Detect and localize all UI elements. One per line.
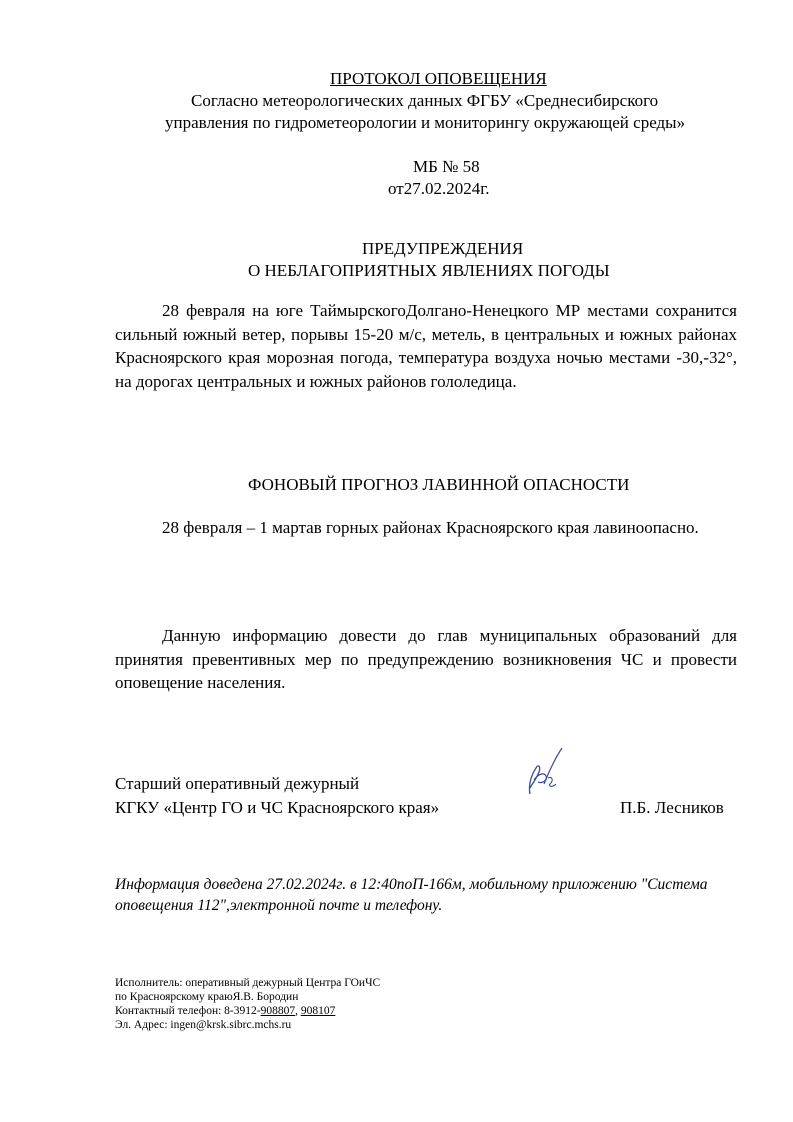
signoff-name: П.Б. Лесников bbox=[620, 798, 724, 817]
avalanche-text: 28 февраля – 1 мартав горных районах Красноярского края лавиноопасно. bbox=[162, 518, 699, 537]
phone-link-1[interactable]: 908807 bbox=[260, 1005, 296, 1017]
protocol-title: ПРОТОКОЛ ОПОВЕЩЕНИЯ bbox=[330, 69, 547, 88]
phone-prefix: Контактный телефон: 8-3912- bbox=[115, 1005, 261, 1017]
document-number: МБ № 58 bbox=[413, 157, 480, 176]
executor-email-line: Эл. Адрес: ingen@krsk.sibrc.mchs.ru bbox=[115, 1019, 292, 1031]
phone-link-2[interactable]: 908107 bbox=[300, 1005, 336, 1017]
document-date: от27.02.2024г. bbox=[388, 179, 490, 198]
avalanche-heading: ФОНОВЫЙ ПРОГНОЗ ЛАВИННОЙ ОПАСНОСТИ bbox=[248, 475, 630, 494]
executor-line-1: Исполнитель: оперативный дежурный Центра ГОиЧС bbox=[115, 977, 381, 989]
signoff-position-line-1: Старший оперативный дежурный bbox=[115, 774, 360, 793]
executor-phone-line bbox=[115, 1004, 335, 1019]
source-line-2: управления по гидрометеорологии и мониторингу окружающей среды» bbox=[165, 113, 686, 132]
warnings-heading-line-2: О НЕБЛАГОПРИЯТНЫХ ЯВЛЕНИЯХ ПОГОДЫ bbox=[248, 261, 610, 280]
source-line-1: Согласно метеорологических данных ФГБУ «Среднесибирского bbox=[191, 91, 659, 110]
signoff-position-line-2: КГКУ «Центр ГО и ЧС Красноярского края» bbox=[115, 798, 440, 817]
executor-line-2: по Красноярскому краюЯ.В. Бородин bbox=[115, 991, 299, 1003]
delivery-note: Информация доведена 27.02.2024г. в 12:40поП-166м, мобильному приложению "Система оповещения 112",электронной почте и телефону. bbox=[115, 876, 708, 914]
handwritten-signature bbox=[508, 744, 570, 806]
warnings-heading-line-1: ПРЕДУПРЕЖДЕНИЯ bbox=[362, 239, 524, 258]
phone-separator: , bbox=[295, 1005, 301, 1017]
instruction-text: Данную информацию довести до глав муниципальных образований для принятия превентивных мер по предупреждению возникновения ЧС и провести оповещение населения. bbox=[115, 626, 737, 692]
warnings-text: 28 февраля на юге ТаймырскогоДолгано-Ненецкого МР местами сохранится сильный южный ветер, порывы 15-20 м/с, метель, в центральных и южных районах Красноярского края морозная погода, температура воздуха ночью местами -30,-32°, на дорогах центральных и южных районов гололедица. bbox=[115, 301, 737, 391]
